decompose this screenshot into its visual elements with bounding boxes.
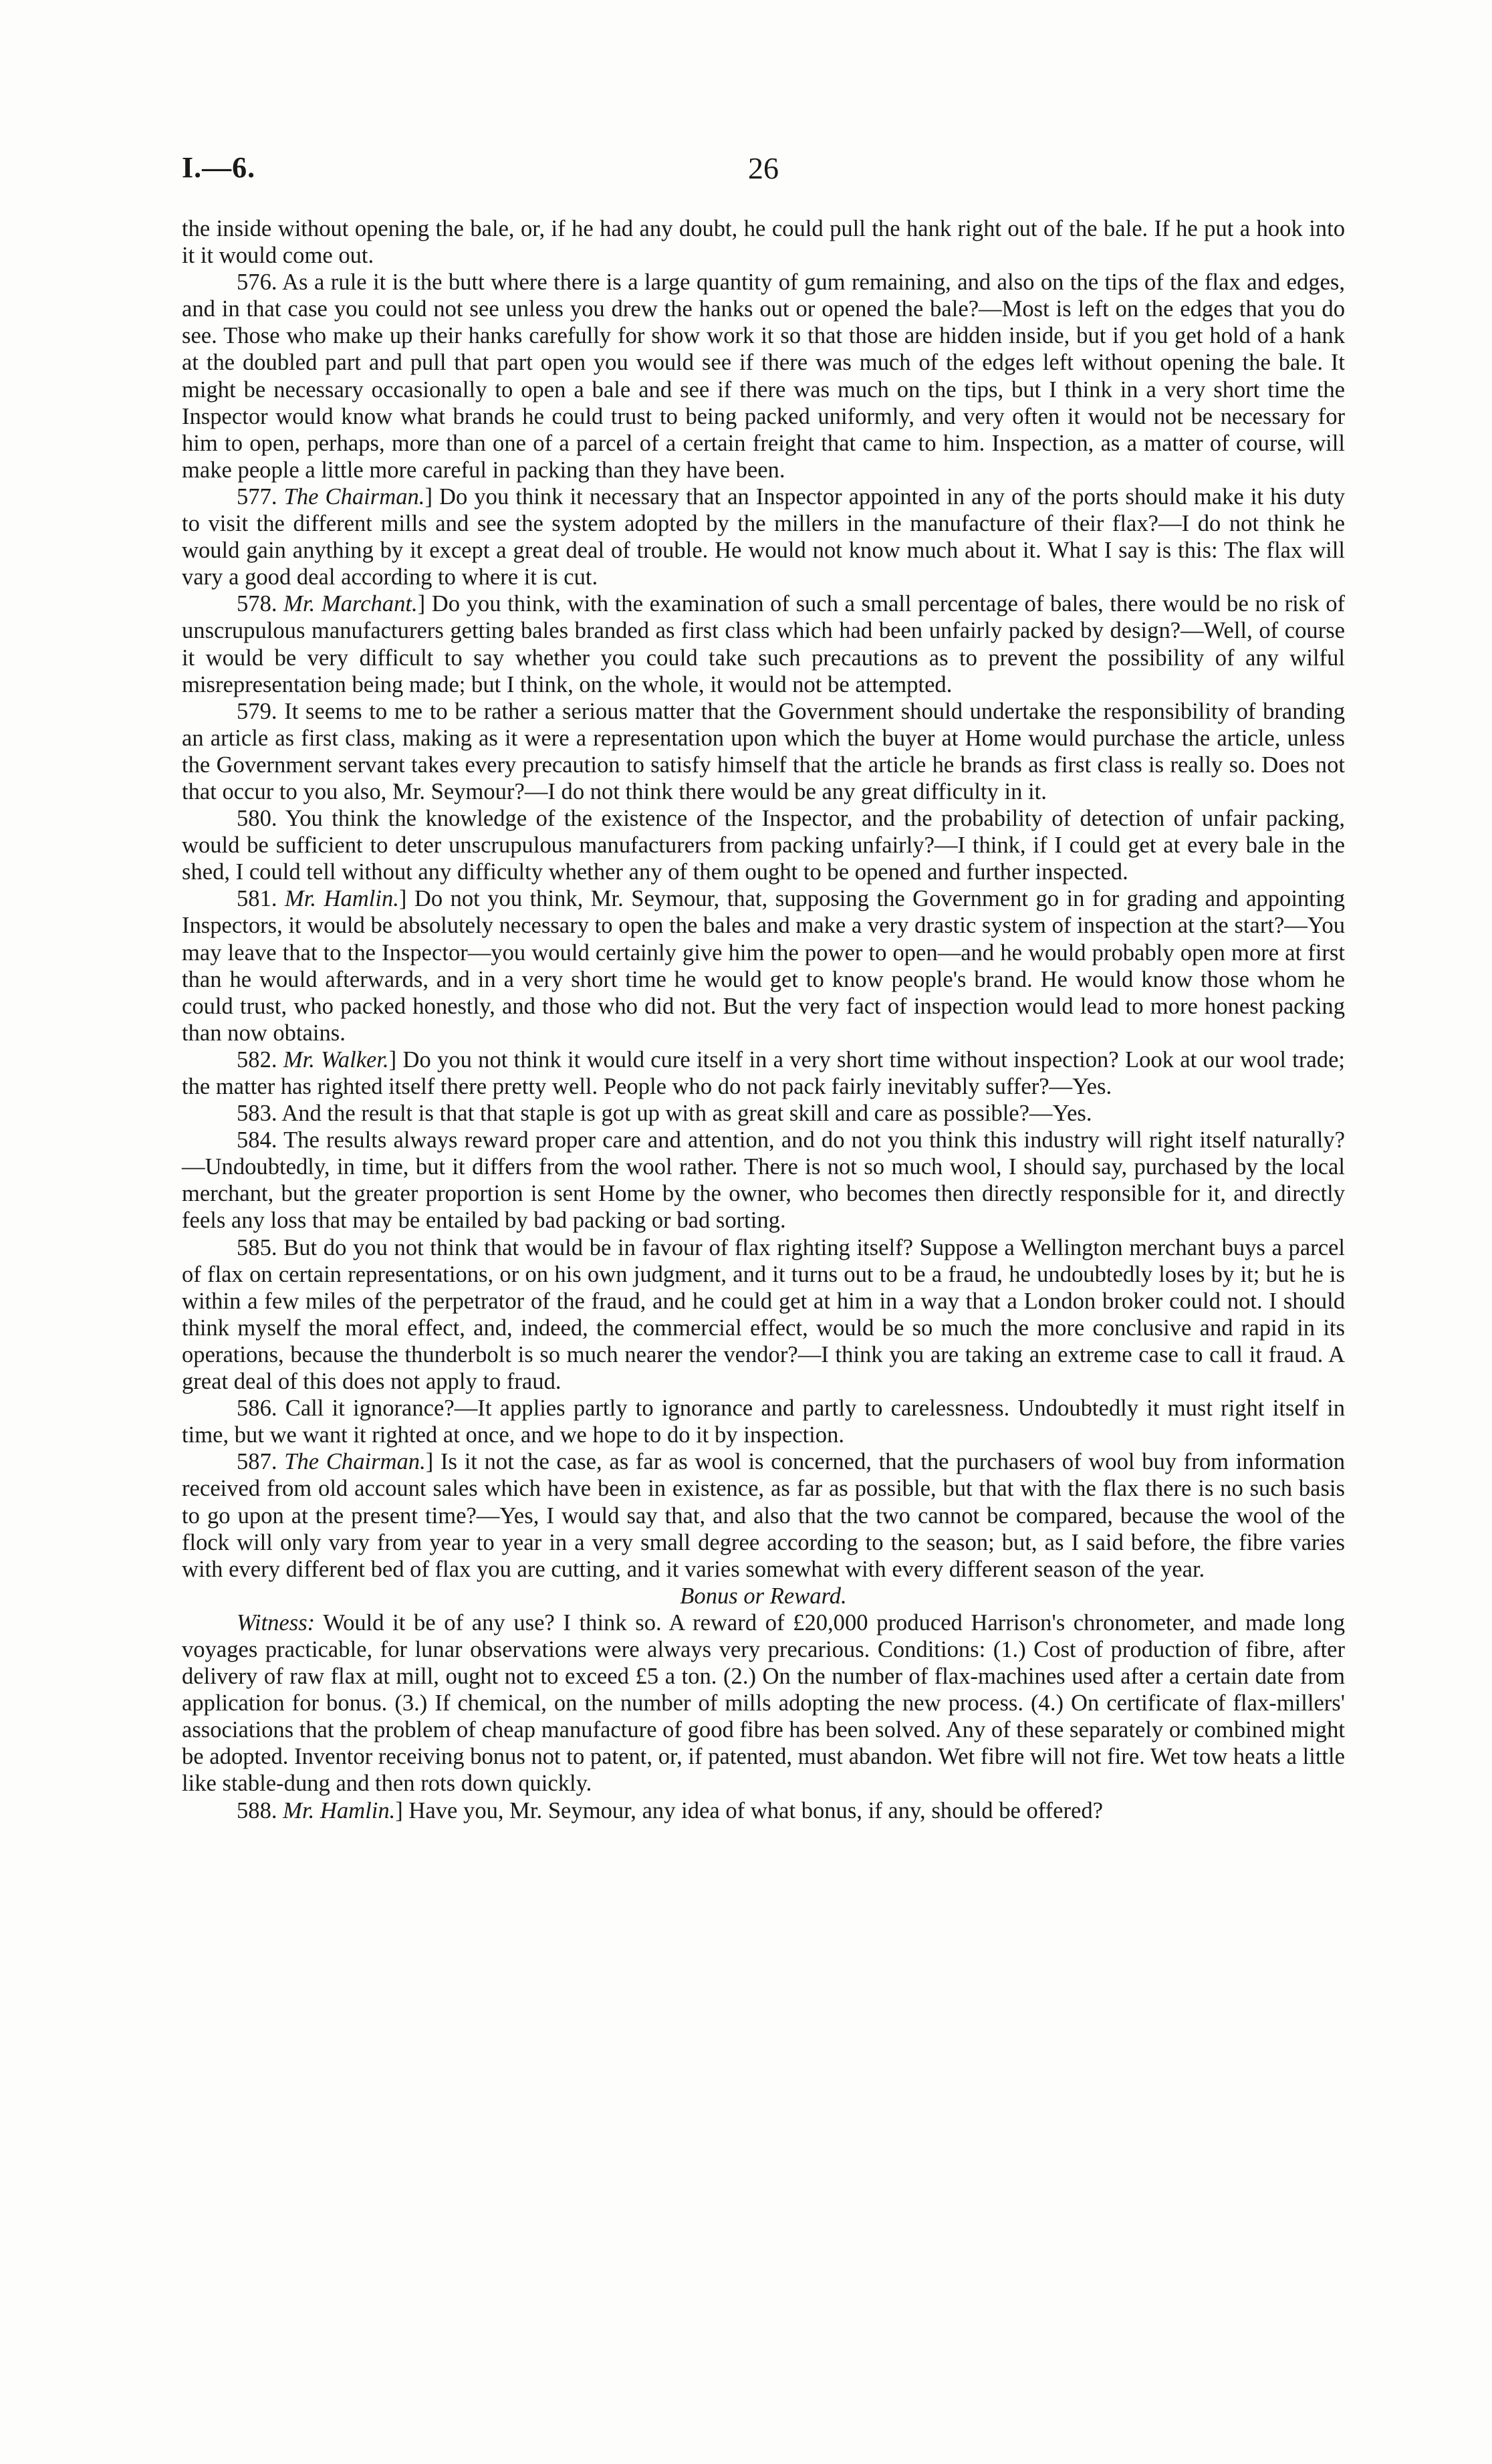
paragraph-586 [182,1395,1345,1448]
paragraph-text: But do you not think that would be in favour of flax righting itself? Suppose a Wellington merchant buys a parcel of flax on certain representations, or on his own judgment, and it turns out to be a fraud, he undoubtedly loses by it; but he is within a few miles of the perpetrator of the fraud, and he could get at him in a way that a London broker could not. I should think myself the moral effect, and, indeed, the commercial effect, would be so much the more conclusive and rapid in its operations, because the thunderbolt is so much nearer the vendor?—I think you are taking an extreme case to call it fraud. A great deal of this does not apply to fraud. [182,1234,1345,1395]
page-number: 26 [748,151,779,185]
paragraph-text: And the result is that that staple is got up with as great skill and care as possible?—Yes. [281,1101,1092,1127]
paragraph-text: ] Do you think it necessary that an Inspector appointed in any of the ports should make it his duty to visit the different mills and see the system adopted by the millers in the manufacture of their flax?—I do not think he would gain anything by it except a great deal of trouble. He would not know much about it. What I say is this: The flax will vary a good deal according to where it is cut. [182,483,1345,590]
paragraph-581 [182,885,1345,1046]
paragraph-text: ] Is it not the case, as far as wool is concerned, that the purchasers of wool buy from information received from old account sales which have been in existence, as far as possible, but that with the flax there is no such basis to go upon at the present time?—Yes, I would say that, and also that the two cannot be compared, because the wool of the flock will only vary from year to year in a very small degree according to the season; but, as I said before, the fibre varies with every different bed of flax you are cutting, and it varies somewhat with every different season of the year. [182,1449,1345,1582]
question-number: 580. [237,806,285,832]
paragraph-584 [182,1127,1345,1234]
paragraph-text: ] Do you think, with the examination of such a small percentage of bales, there would be no risk of unscrupulous manufacturers getting bales branded as first class which had been unfairly packed by design?—Well, of course it would be very difficult to say whether you could take such precautions as to prevent the possibility of any wilful misrepresentation being made; but I think, on the whole, it would not be attempted. [182,591,1346,697]
page-header [182,150,1345,191]
question-number: 586. [237,1395,285,1422]
paragraph-text: ] Do you not think it would cure itself in a very short time without inspection? Look at our wool trade; the matter has righted itself there pretty well. People who do not pack fairly inevitably suffer?—Yes. [182,1046,1346,1099]
question-number: 579. [237,698,285,724]
paragraph-588 [182,1797,1345,1824]
section-heading: Bonus or Reward. [680,1583,847,1609]
paragraph-582 [182,1046,1345,1100]
paragraph-text: ] Do not you think, Mr. Seymour, that, supposing the Government go in for grading and appointing Inspectors, it would be absolutely necessary to open the bales and make a very drastic system of inspection at the start?—You may leave that to the Inspector—you would certainly give him the power to open—and he would probably open more at first than he would afterwards, and in a very short time he would get to know people's brand. He would know those whom he could trust, who packed honestly, and those who did not. But the very fact of inspection would lead to more honest packing than now obtains. [182,886,1346,1046]
question-number: 577. [237,483,284,510]
paragraph-579 [182,698,1345,805]
question-number: 578. [237,591,284,617]
question-number: 587. [237,1449,285,1475]
paragraph-577 [182,483,1345,590]
paragraph-continuation [182,215,1345,269]
question-number: 581. [237,886,285,912]
witness-statement [182,1609,1345,1797]
paragraph-text: You think the knowledge of the existence of the Inspector, and the probability of detection of unfair packing, would be sufficient to deter unscrupulous manufacturers from packing unfairly?—I think, if I could get at every bale in the shed, I could tell without any difficulty whether any of them ought to be opened and further inspected. [182,806,1346,885]
paragraph-585 [182,1234,1345,1395]
question-number: 576. [237,269,283,296]
speaker-name: Mr. Walker. [283,1046,389,1073]
question-number: 585. [237,1234,284,1260]
speaker-name: Mr. Hamlin. [284,886,399,912]
speaker-name: Mr. Hamlin. [283,1797,396,1823]
paragraph-576 [182,269,1345,483]
paragraph-text: ] Have you, Mr. Seymour, any idea of what bonus, if any, should be offered? [395,1797,1104,1823]
paragraph-583 [182,1100,1345,1127]
document-reference: I.—6. [182,151,256,184]
speaker-name: The Chairman. [284,1449,426,1475]
paragraph-text: the inside without opening the bale, or, if he had any doubt, he could pull the hank right out of the bale. If he put a hook into it it would come out. [182,216,1345,269]
paragraph-578 [182,590,1345,697]
paragraph-587 [182,1448,1345,1582]
question-number: 588. [237,1797,283,1823]
paragraph-580 [182,805,1345,885]
paragraph-text: It seems to me to be rather a serious matter that the Government should undertake the responsibility of branding an article as first class, making as it were a representation upon which the buyer at Home would purchase the article, unless the Government servant takes every precaution to satisfy himself that the article he brands as first class is really so. Does not that occur to you also, Mr. Seymour?—I do not think there would be any great difficulty in it. [182,698,1346,804]
paragraph-text: The results always reward proper care and attention, and do not you think this industry will right itself naturally?—Undoubtedly, in time, but it differs from the wool rather. There is not so much wool, I should say, purchased by the local merchant, but the greater proportion is sent Home by the owner, who becomes then directly responsible for it, and directly feels any loss that may be entailed by bad packing or bad sorting. [182,1127,1345,1234]
question-number: 583. [237,1101,282,1127]
witness-label: Witness: [237,1609,316,1636]
speaker-name: The Chairman. [283,483,425,510]
speaker-name: Mr. Marchant. [283,591,418,617]
body-text [182,215,1345,1824]
question-number: 582. [237,1046,283,1073]
witness-text: Would it be of any use? I think so. A reward of £20,000 produced Harrison's chronometer, and made long voyages practicable, for lunar observations were always very precarious. Conditions: (1.) Cost of production of fibre, after delivery of raw flax at mill, ought not to exceed £5 a ton. (2.) On the number of flax-machines used after a certain date from application for bonus. (3.) If chemical, on the number of mills adopting the new process. (4.) On certificate of flax-millers' associations that the problem of cheap manufacture of good fibre has been solved. Any of these separately or combined might be adopted. Inventor receiving bonus not to patent, or, if patented, must abandon. Wet fibre will not fire. Wet tow heats a little like stable-dung and then rots down quickly. [182,1609,1345,1797]
paragraph-text: Call it ignorance?—It applies partly to ignorance and partly to carelessness. Undoubtedly it must right itself in time, but we want it righted at once, and we hope to do it by inspection. [182,1395,1345,1448]
paragraph-text: As a rule it is the butt where there is a large quantity of gum remaining, and also on the tips of the flax and edges, and in that case you could not see unless you drew the hanks out or opened the bale?—Most is left on the edges that you do see. Those who make up their hanks carefully for show work it so that those are hidden inside, but if you get hold of a hank at the doubled part and pull that part open you would see if there was much of the edges left without opening the bale. It might be necessary occasionally to open a bale and see if there was much on the tips, but I think in a very short time the Inspector would know what brands he could trust to being packed uniformly, and very often it would not be necessary for him to open, perhaps, more than one of a parcel of a certain freight that came to him. Inspection, as a matter of course, will make people a little more careful in packing than they have been. [182,269,1346,483]
question-number: 584. [237,1127,284,1153]
